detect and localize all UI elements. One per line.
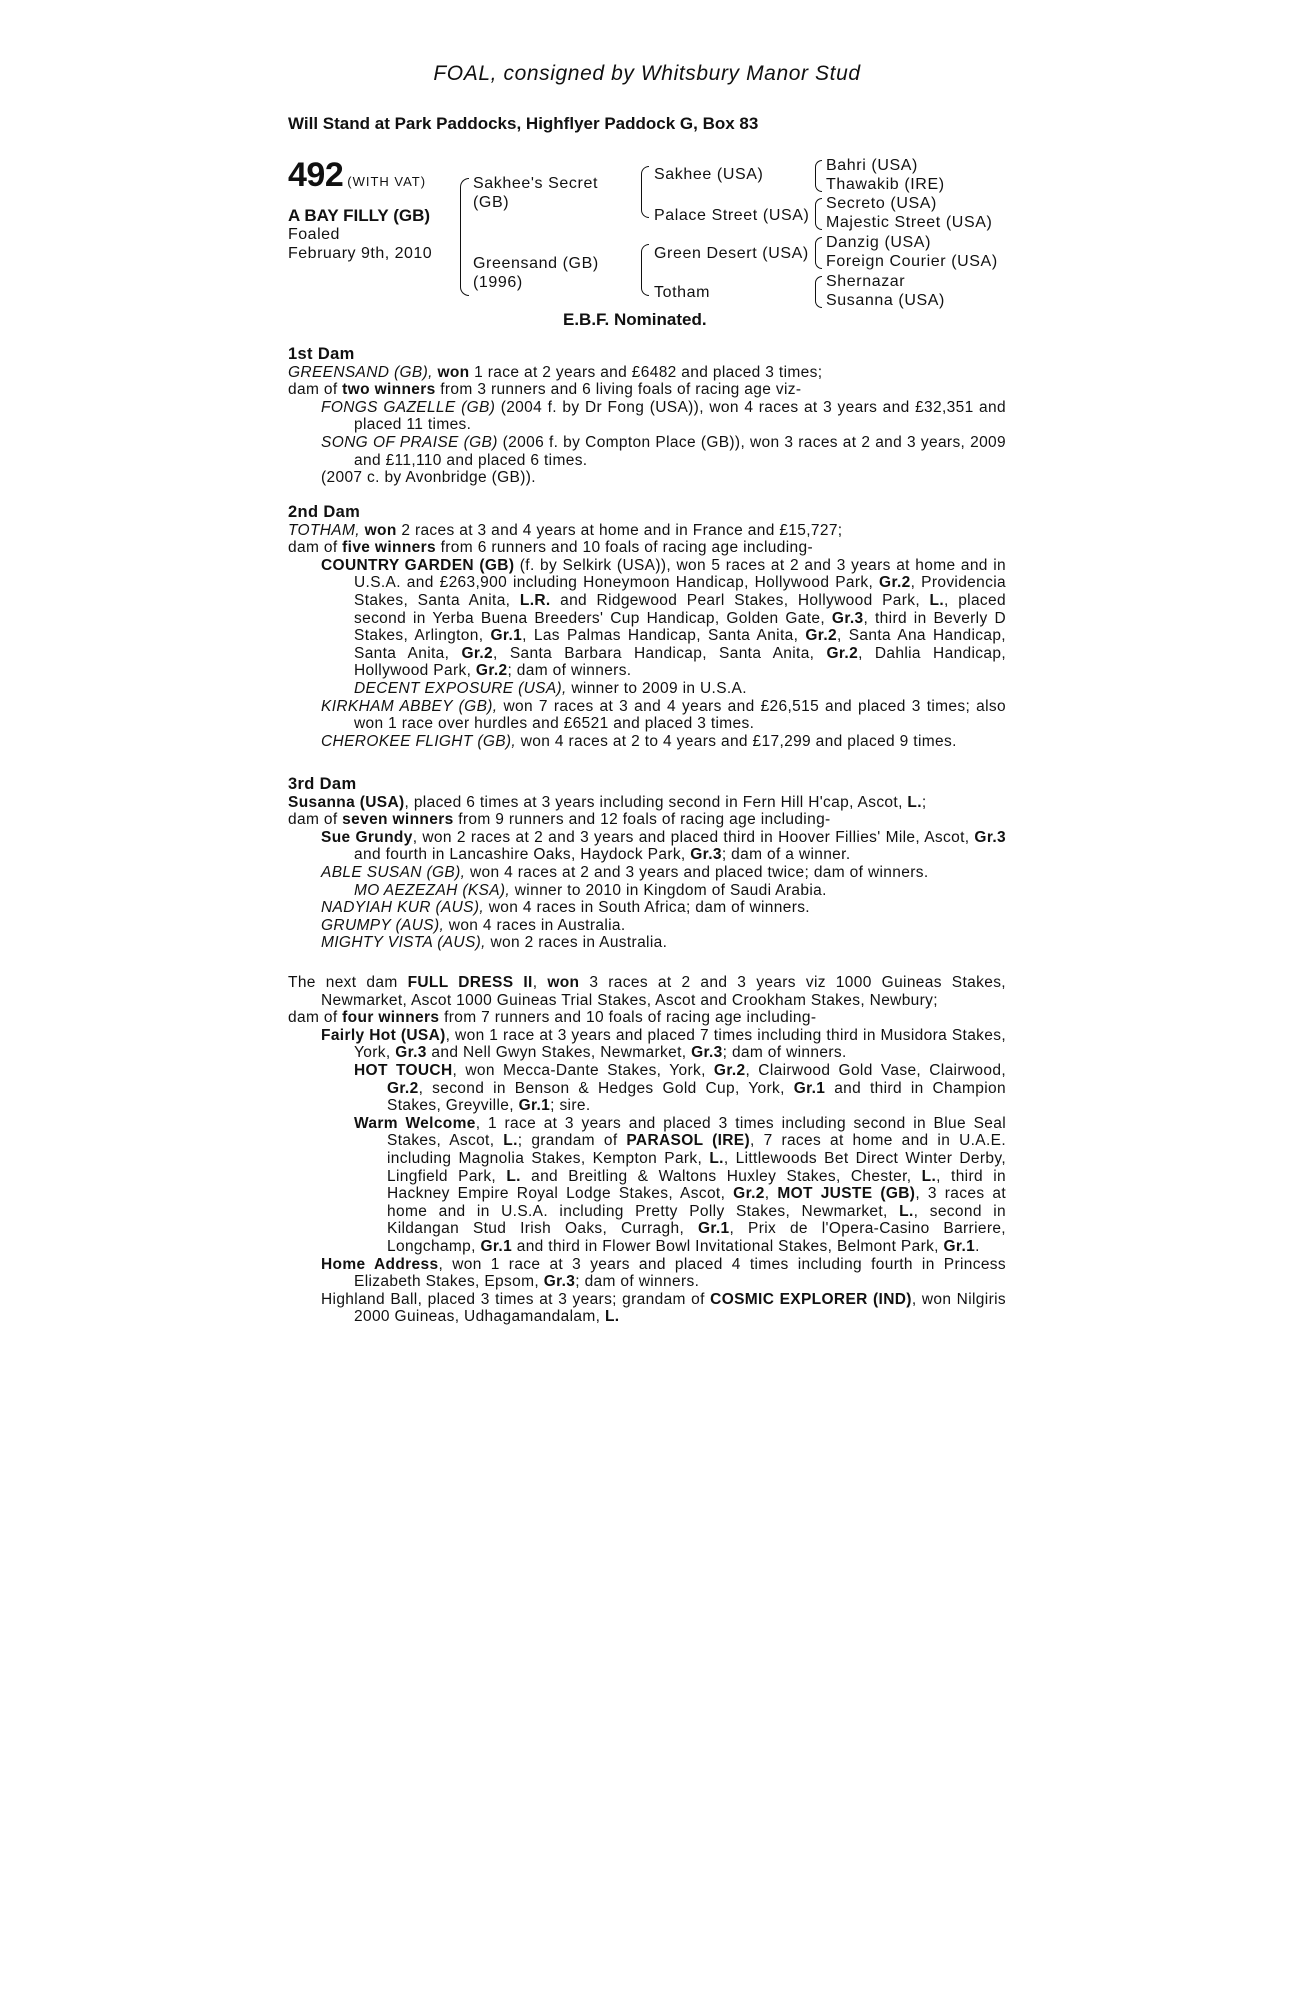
first-dam-heading: 1st Dam — [288, 345, 355, 363]
pedigree-sss: Bahri (USA) — [826, 157, 918, 174]
second-dam-section — [288, 504, 1006, 750]
next-dam-summary: The next dam FULL DRESS II, won 3 races at 2 and 3 years viz 1000 Guineas Stakes, Newmarket, Ascot 1000 Guineas Trial Stakes, Ascot and Crookham Stakes, Newbury; — [288, 974, 1006, 1009]
list-item: Warm Welcome, 1 race at 3 years and placed 3 times including second in Blue Seal Stakes, Ascot, L.; grandam of PARASOL (IRE), 7 races at home and in U.A.E. including Magnolia Stakes, Kempton Park, L., Littlewoods Bet Direct Winter Derby, Lingfield Park, L. and Breitling & Waltons Huxley Stakes, Chester, L., third in Hackney Empire Royal Lodge Stakes, Ascot, Gr.2, MOT JUSTE (GB), 3 races at home and in U.S.A. including Pretty Polly Stakes, Newmarket, L., second in Kildangan Stud Irish Oaks, Curragh, Gr.1, Prix de l'Opera-Casino Barriere, Longchamp, Gr.1 and third in Flower Bowl Invitational Stakes, Belmont Park, Gr.1. — [354, 1114, 1006, 1255]
catalogue-page — [288, 0, 1006, 2000]
list-item: KIRKHAM ABBEY (GB), won 7 races at 3 and 4 years and £26,515 and placed 3 times; also won 1 race over hurdles and £6521 and placed 3 times. — [321, 697, 1006, 733]
list-item: NADYIAH KUR (AUS), won 4 races in South Africa; dam of winners. — [321, 899, 810, 917]
list-item: ABLE SUSAN (GB), won 4 races at 2 and 3 years and placed twice; dam of winners. — [321, 863, 929, 881]
pedigree-dds: Shernazar — [826, 273, 906, 290]
pedigree-brace-ds — [815, 237, 822, 269]
list-item: SONG OF PRAISE (GB) (2006 f. by Compton Place (GB)), won 3 races at 2 and 3 years, 2009 and £11,110 and placed 6 times. — [321, 433, 1006, 469]
ebf-nominated: E.B.F. Nominated. — [563, 310, 707, 329]
foaled-label: Foaled — [288, 226, 340, 243]
pedigree-dsd: Foreign Courier (USA) — [826, 253, 998, 270]
vat-note: (WITH VAT) — [347, 174, 427, 189]
pedigree-ssd: Thawakib (IRE) — [826, 176, 945, 193]
pedigree-sds: Secreto (USA) — [826, 195, 937, 212]
second-dam-heading: 2nd Dam — [288, 503, 361, 521]
list-item: Fairly Hot (USA), won 1 race at 3 years and placed 7 times including third in Musidora Stakes, York, Gr.3 and Nell Gwyn Stakes, Newmarket, Gr.3; dam of winners. — [321, 1026, 1006, 1062]
list-item: Home Address, won 1 race at 3 years and placed 4 times including fourth in Princess Elizabeth Stakes, Epsom, Gr.3; dam of winners. — [321, 1255, 1006, 1291]
pedigree-dss: Danzig (USA) — [826, 234, 932, 251]
third-dam-heading: 3rd Dam — [288, 775, 357, 793]
pedigree-brace-dam — [641, 244, 649, 296]
list-item: MIGHTY VISTA (AUS), won 2 races in Australia. — [321, 934, 668, 952]
list-item: Sue Grundy, won 2 races at 2 and 3 years and placed third in Hoover Fillies' Mile, Ascot, Gr.3 and fourth in Lancashire Oaks, Haydock Park, Gr.3; dam of a winner. — [321, 828, 1006, 864]
first-dam-summary: GREENSAND (GB), won 1 race at 2 years and £6482 and placed 3 times; — [288, 363, 823, 381]
pedigree-brace-sire — [641, 166, 649, 218]
second-dam-produce-line: dam of five winners from 6 runners and 10 foals of racing age including- — [288, 539, 813, 557]
horse-name: A BAY FILLY (GB) — [288, 206, 431, 225]
list-item: (2007 c. by Avonbridge (GB)). — [321, 469, 536, 487]
pedigree-dam-sire: Green Desert (USA) — [654, 245, 809, 262]
list-item: HOT TOUCH, won Mecca-Dante Stakes, York, Gr.2, Clairwood Gold Vase, Clairwood, Gr.2, second in Benson & Hedges Gold Cup, York, Gr.1 and third in Champion Stakes, Greyville, Gr.1; sire. — [354, 1061, 1006, 1115]
lot-number: 492 — [288, 156, 344, 194]
pedigree-sdd: Majestic Street (USA) — [826, 214, 993, 231]
first-dam-section — [288, 346, 1006, 487]
stand-location: Will Stand at Park Paddocks, Highflyer Paddock G, Box 83 — [288, 114, 759, 133]
list-item: MO AEZEZAH (KSA), winner to 2010 in Kingdom of Saudi Arabia. — [354, 881, 827, 899]
pedigree-sire-dam: Palace Street (USA) — [654, 207, 810, 224]
list-item: COUNTRY GARDEN (GB) (f. by Selkirk (USA)), won 5 races at 2 and 3 years at home and in U.S.A. and £263,900 including Honeymoon Handicap, Hollywood Park, Gr.2, Providencia Stakes, Santa Anita, L.R. and Ridgewood Pearl Stakes, Hollywood Park, L., placed second in Yerba Buena Breeders' Cup Handicap, Golden Gate, Gr.3, third in Beverly D Stakes, Arlington, Gr.1, Las Palmas Handicap, Santa Anita, Gr.2, Santa Ana Handicap, Santa Anita, Gr.2, Santa Barbara Handicap, Santa Anita, Gr.2, Dahlia Handicap, Hollywood Park, Gr.2; dam of winners. — [321, 556, 1006, 680]
pedigree-dam-dam: Totham — [654, 284, 711, 301]
next-dam-produce-line: dam of four winners from 7 runners and 10 foals of racing age including- — [288, 1009, 817, 1027]
second-dam-summary: TOTHAM, won 2 races at 3 and 4 years at home and in France and £15,727; — [288, 521, 843, 539]
pedigree-brace-main — [460, 178, 469, 296]
list-item: CHEROKEE FLIGHT (GB), won 4 races at 2 to 4 years and £17,299 and placed 9 times. — [321, 732, 957, 750]
consignment-line: FOAL, consigned by Whitsbury Manor Stud — [433, 62, 861, 85]
list-item: DECENT EXPOSURE (USA), winner to 2009 in U.S.A. — [354, 679, 747, 697]
list-item: GRUMPY (AUS), won 4 races in Australia. — [321, 916, 626, 934]
next-dam-section — [288, 974, 1006, 1326]
pedigree-sire: Sakhee's Secret (GB) — [473, 175, 599, 211]
first-dam-produce-line: dam of two winners from 3 runners and 6 living foals of racing age viz- — [288, 381, 802, 399]
third-dam-produce-line: dam of seven winners from 9 runners and 12 foals of racing age including- — [288, 811, 831, 829]
pedigree-brace-dd — [815, 276, 822, 308]
foaled-date: February 9th, 2010 — [288, 245, 433, 262]
lot-number-block — [288, 156, 426, 195]
third-dam-section — [288, 776, 1006, 952]
pedigree-brace-sd — [815, 198, 822, 230]
pedigree-dam: Greensand (GB) (1996) — [473, 255, 599, 291]
third-dam-summary: Susanna (USA), placed 6 times at 3 years including second in Fern Hill H'cap, Ascot, L.; — [288, 793, 927, 811]
foaled-info — [288, 225, 432, 263]
pedigree-ddd: Susanna (USA) — [826, 292, 945, 309]
list-item: FONGS GAZELLE (GB) (2004 f. by Dr Fong (USA)), won 4 races at 3 years and £32,351 and placed 11 times. — [321, 398, 1006, 434]
pedigree-sire-sire: Sakhee (USA) — [654, 166, 764, 183]
pedigree-brace-ss — [815, 160, 822, 192]
list-item: Highland Ball, placed 3 times at 3 years; grandam of COSMIC EXPLORER (IND), won Nilgiris 2000 Guineas, Udhagamandalam, L. — [321, 1290, 1006, 1326]
